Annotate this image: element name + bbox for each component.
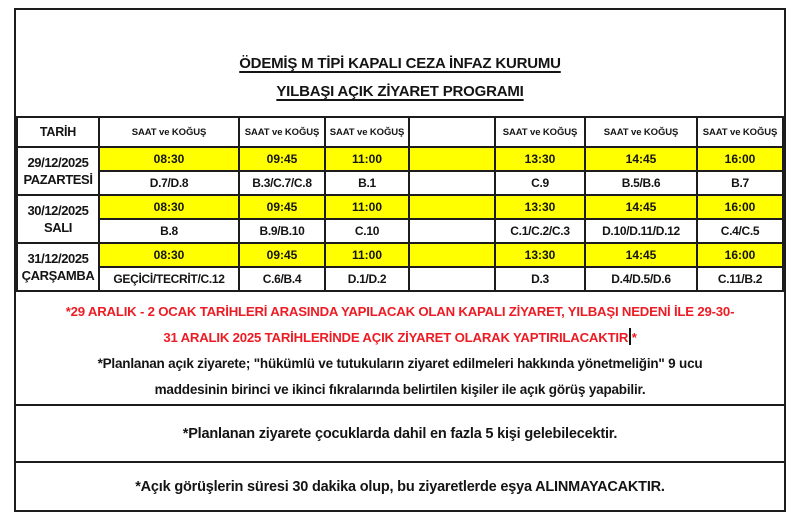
duration-text: *Açık görüşlerin süresi 30 dakika olup, bu ziyaretlerde eşya ALINMAYACAKTIR. [135,478,665,495]
red-warning-line-2 [16,325,784,351]
visit-wards: B.5/B.6 [585,171,697,195]
visit-wards: C.1/C.2/C.3 [495,219,585,243]
visit-date: 31/12/2025 [27,250,89,266]
column-header-date: TARİH [17,117,99,147]
column-header-time-ward-5: SAAT ve KOĞUŞ [585,117,697,147]
visit-wards: B.7 [697,171,783,195]
visit-time: 11:00 [325,195,409,219]
ward-row-monday [17,171,783,195]
visit-wards: B.9/B.10 [239,219,325,243]
visit-date: 30/12/2025 [27,202,89,218]
time-row-wednesday [17,243,783,267]
rules-note-line-1: *Planlanan açık ziyarete; "hükümlü ve tutukuların ziyaret edilmeleri hakkında yönetmeliğin" 9 ucu [97,356,703,371]
visit-wards: GEÇİCİ/TECRİT/C.12 [99,267,239,291]
visit-wards: C.6/B.4 [239,267,325,291]
visit-time: 11:00 [325,243,409,267]
visit-wards: B.8 [99,219,239,243]
visit-time: 08:30 [99,147,239,171]
visit-wards: C.4/C.5 [697,219,783,243]
column-header-time-ward-6: SAAT ve KOĞUŞ [697,117,783,147]
visit-schedule-table [16,116,784,292]
column-header-time-ward-4: SAAT ve KOĞUŞ [495,117,585,147]
visit-day: SALI [43,220,72,235]
visit-wards: B.3/C.7/C.8 [239,171,325,195]
visit-date: 29/12/2025 [27,154,89,170]
visit-time: 16:00 [697,243,783,267]
visit-wards: D.4/D.5/D.6 [585,267,697,291]
visit-time: 13:30 [495,243,585,267]
date-cell-monday [17,147,99,195]
visit-wards: D.7/D.8 [99,171,239,195]
ward-row-wednesday [17,267,783,291]
document-header [16,10,784,116]
main-notes-section [16,292,784,404]
duration-note [16,461,784,510]
visit-wards: B.1 [325,171,409,195]
text-cursor [629,328,631,345]
rules-note-line-2: maddesinin birinci ve ikinci fıkralarında belirtilen kişiler ile açık görüş yapabilir. [154,382,646,397]
ward-row-tuesday [17,219,783,243]
visitor-limit-text: *Planlanan ziyarete çocuklarda dahil en fazla 5 kişi gelebilecektir. [182,425,618,442]
document-title-line-2: YILBAŞI AÇIK ZİYARET PROGRAMI [276,83,524,100]
visit-wards-empty [409,171,495,195]
visit-time: 09:45 [239,243,325,267]
red-warning-line-1: *29 ARALIK - 2 OCAK TARİHLERİ ARASINDA YAPILACAK OLAN KAPALI ZİYARET, YILBAŞI NEDENİ İLE 29-30- [65,304,735,319]
red-warning-line-2-asterisk: * [631,330,637,345]
visit-wards: D.10/D.11/D.12 [585,219,697,243]
table-header-row [17,117,783,147]
visit-time: 16:00 [697,195,783,219]
visit-day: ÇARŞAMBA [21,268,95,283]
visit-day: PAZARTESİ [23,172,93,187]
empty-header-cell [409,117,495,147]
visit-time: 08:30 [99,243,239,267]
column-header-time-ward-1: SAAT ve KOĞUŞ [99,117,239,147]
document-title-line-1: ÖDEMİŞ M TİPİ KAPALI CEZA İNFAZ KURUMU [239,55,561,72]
date-cell-wednesday [17,243,99,291]
visit-time: 08:30 [99,195,239,219]
visit-time: 14:45 [585,195,697,219]
time-row-tuesday [17,195,783,219]
visit-wards: D.1/D.2 [325,267,409,291]
visit-time: 14:45 [585,243,697,267]
visit-time: 09:45 [239,195,325,219]
visitor-limit-note [16,404,784,461]
date-cell-tuesday [17,195,99,243]
red-warning-line-2-text: 31 ARALIK 2025 TARİHLERİNDE AÇIK ZİYARET OLARAK YAPTIRILACAKTIR [163,330,629,345]
visit-time: 13:30 [495,147,585,171]
visit-wards: C.9 [495,171,585,195]
column-header-time-ward-2: SAAT ve KOĞUŞ [239,117,325,147]
visit-time-empty [409,147,495,171]
visit-time-empty [409,195,495,219]
visit-wards: C.11/B.2 [697,267,783,291]
visit-wards-empty [409,267,495,291]
document-page-frame [14,8,786,512]
visit-wards: C.10 [325,219,409,243]
visit-time-empty [409,243,495,267]
column-header-time-ward-3: SAAT ve KOĞUŞ [325,117,409,147]
visit-time: 11:00 [325,147,409,171]
time-row-monday [17,147,783,171]
visit-time: 16:00 [697,147,783,171]
visit-wards: D.3 [495,267,585,291]
visit-time: 14:45 [585,147,697,171]
visit-time: 09:45 [239,147,325,171]
visit-wards-empty [409,219,495,243]
visit-time: 13:30 [495,195,585,219]
